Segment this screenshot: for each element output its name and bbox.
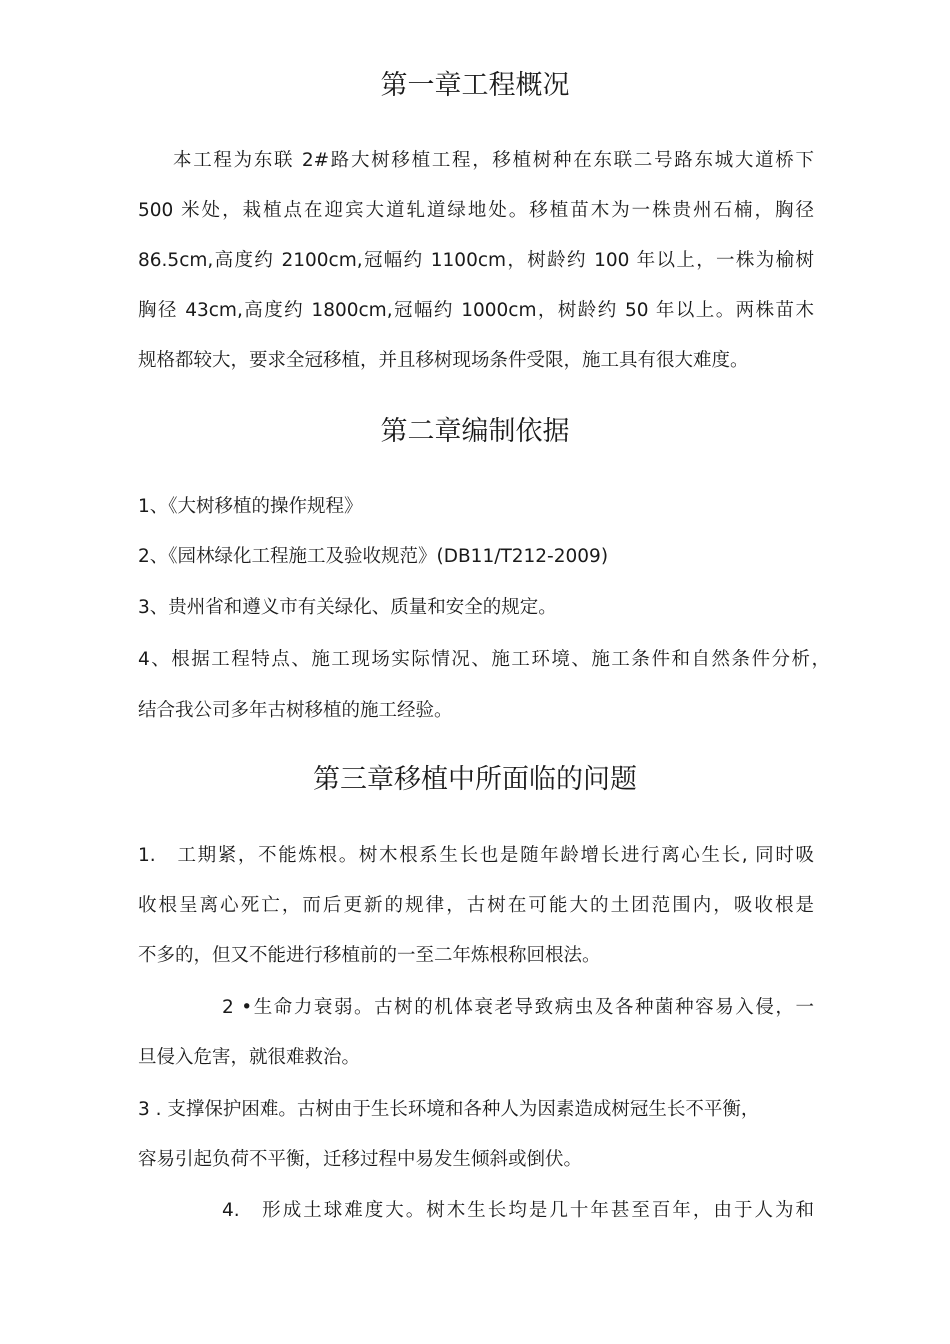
chapter-2-title: 第二章编制依据 [380,416,570,447]
chapter-3-title: 第三章移植中所面临的问题 [313,764,637,795]
chapter-2-item-3: 3、贵州省和遵义市有关绿化、质量和安全的规定。 [138,597,557,618]
chapter-2-item-4-cont: 结合我公司多年古树移植的施工经验。 [138,700,453,721]
chapter-2-item-1: 1、《大树移植的操作规程》 [138,496,363,517]
chapter-3-line-1: 1. 工期紧，不能炼根。树木根系生长也是随年龄增长进行离心生长, 同时吸 [138,845,814,866]
chapter-3-line-5: 旦侵入危害，就很难救治。 [138,1047,361,1068]
chapter-3-line-2: 收根呈离心死亡，而后更新的规律，古树在可能大的土团范围内，吸收根是 [138,895,814,916]
chapter-1-line-3: 86.5cm,高度约 2100cm,冠幅约 1100cm，树龄约 100 年以上，一株为榆树 [138,250,814,271]
chapter-1-title: 第一章工程概况 [380,70,570,101]
chapter-1-line-5: 规格都较大，要求全冠移植，并且移树现场条件受限，施工具有很大难度。 [138,350,749,371]
chapter-1-line-2: 500 米处，栽植点在迎宾大道轧道绿地处。移植苗木为一株贵州石楠，胸径 [138,200,814,221]
chapter-2-item-4: 4、根据工程特点、施工现场实际情况、施工环境、施工条件和自然条件分析， [138,649,830,670]
chapter-3-line-8: 4. 形成土球难度大。树木生长均是几十年甚至百年，由于人为和 [222,1200,814,1221]
chapter-1-line-1: 本工程为东联 2#路大树移植工程，移植树种在东联二号路东城大道桥下 [173,150,814,171]
chapter-2-item-2: 2、《园林绿化工程施工及验收规范》(DB11/T212-2009) [138,546,609,567]
chapter-3-line-4: 2 •生命力衰弱。古树的机体衰老导致病虫及各种菌种容易入侵，一 [222,997,814,1018]
chapter-1-line-4: 胸径 43cm,高度约 1800cm,冠幅约 1000cm，树龄约 50 年以上。两株苗木 [138,300,814,321]
chapter-3-line-7: 容易引起负荷不平衡，迁移过程中易发生倾斜或倒伏。 [138,1149,583,1170]
chapter-3-line-3: 不多的，但又不能进行移植前的一至二年炼根称回根法。 [138,945,601,966]
chapter-3-line-6: 3 . 支撑保护困难。古树由于生长环境和各种人为因素造成树冠生长不平衡， [138,1099,760,1120]
